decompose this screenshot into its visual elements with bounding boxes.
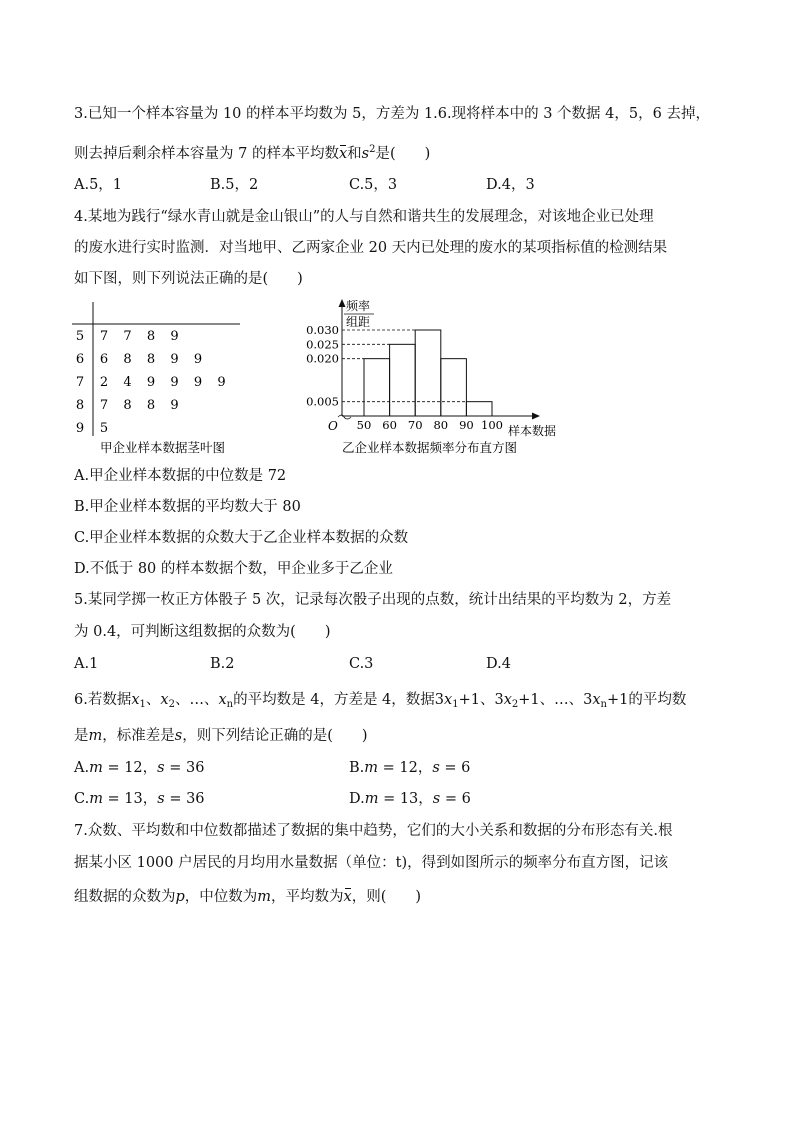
q5-option-d: D.4 <box>486 656 511 672</box>
leaf-6-5: 9 <box>193 352 203 367</box>
q6-line1 <box>74 690 686 715</box>
q6-option-b-m: m <box>364 760 379 776</box>
leaf-7-5: 9 <box>193 375 203 390</box>
coef-1: 3 <box>434 692 445 708</box>
q7-text-c: ，平均数为 <box>271 889 344 905</box>
q6-sep-3: 、 <box>203 692 219 708</box>
q6-option-b-s: s <box>432 760 440 776</box>
q7-line1: 7.众数、平均数和中位数都描述了数据的集中趋势，它们的大小关系和数据的分布形态有关.根 <box>74 823 673 839</box>
t2-sub: 2 <box>511 699 519 710</box>
leaf-8-3: 8 <box>146 398 156 413</box>
histogram-xlabel: 样本数据 <box>508 424 557 438</box>
q3-option-d: D.4，3 <box>486 177 535 193</box>
sample-mean-symbol: x <box>338 146 348 162</box>
leaf-5-1: 7 <box>99 329 109 344</box>
coef-2: 3 <box>494 692 504 708</box>
q6-option-d-sval: = 6 <box>440 791 471 807</box>
t1-var: x <box>444 692 453 708</box>
q6-mid: 的平均数是 4，方差是 4，数据 <box>233 692 435 708</box>
q6-option-a <box>74 758 204 778</box>
variance-exponent: 2 <box>369 144 376 155</box>
stem-9: 9 <box>75 421 85 436</box>
q6-sep-1: 、 <box>145 692 161 708</box>
q6-sep-5: 、 <box>539 692 555 708</box>
stem-6: 6 <box>75 352 85 367</box>
leaf-7-2: 4 <box>123 375 132 390</box>
q6-ellipsis-2: … <box>554 692 569 708</box>
leaf-5-3: 8 <box>146 329 156 344</box>
leaf-7-6: 9 <box>217 375 226 390</box>
y-tick-0.025: 0.025 <box>306 337 339 352</box>
histogram-bar-70-80 <box>415 330 441 416</box>
q6-prefix: 6.若数据 <box>74 692 132 708</box>
x-tick-60: 60 <box>382 418 397 432</box>
q6-ellipsis-1: … <box>189 692 204 708</box>
histogram-caption: 乙企业样本数据频率分布直方图 <box>342 440 518 455</box>
q6-tail: 的平均数 <box>628 692 687 708</box>
leaf-8-4: 9 <box>170 398 179 413</box>
x2-sub: 2 <box>168 699 175 710</box>
q3-line2 <box>74 140 430 164</box>
leaf-7-4: 9 <box>170 375 179 390</box>
stem-7: 7 <box>75 375 85 390</box>
stem-leaf-plot <box>68 298 248 463</box>
variance-symbol: s <box>361 146 370 162</box>
leaf-5-2: 7 <box>123 329 132 344</box>
tn-plus: +1 <box>607 692 629 708</box>
leaf-9-1: 5 <box>99 421 109 436</box>
q6-option-d-mval: = 13， <box>378 791 433 807</box>
q6-option-a-mval: = 12， <box>102 760 158 776</box>
median-var: m <box>257 889 272 905</box>
q6-option-b-letter: B. <box>349 760 365 776</box>
xn-var: x <box>218 692 227 708</box>
q6-option-c-letter: C. <box>74 791 90 807</box>
t1-plus: +1 <box>458 692 480 708</box>
q3-text-b: 和 <box>347 146 362 162</box>
q6-option-d <box>349 789 471 809</box>
tn-var: x <box>592 692 601 708</box>
leaf-6-4: 9 <box>170 352 179 367</box>
stem-8: 8 <box>75 398 85 413</box>
x1-sub: 1 <box>139 699 146 710</box>
stem-leaf-caption: 甲企业样本数据茎叶图 <box>100 440 226 455</box>
y-tick-0.020: 0.020 <box>306 351 339 366</box>
q4-option-c: C.甲企业样本数据的众数大于乙企业样本数据的众数 <box>74 530 409 546</box>
q6-option-a-sval: = 36 <box>164 760 205 776</box>
t2-plus: +1 <box>518 692 540 708</box>
tn-sub: n <box>600 699 607 710</box>
leaf-5-4: 9 <box>170 329 179 344</box>
q6-line2 <box>74 726 368 746</box>
q7-text-b: ，中位数为 <box>184 889 258 905</box>
m-var: m <box>88 728 103 744</box>
histogram-ylabel-top: 频率 <box>346 299 371 313</box>
q4-line2: 的废水进行实时监测．对当地甲、乙两家企业 20 天内已处理的废水的某项指标值的检测结果 <box>74 240 668 256</box>
q6-option-d-letter: D. <box>349 791 365 807</box>
x-axis-arrow <box>532 413 540 420</box>
q6-option-c <box>74 789 205 809</box>
q6-option-d-m: m <box>364 791 379 807</box>
q7-text-a: 组数据的众数为 <box>74 889 176 905</box>
q6-text-a: 是 <box>74 728 89 744</box>
mode-var: p <box>175 889 185 905</box>
histogram-ylabel-bottom: 组距 <box>346 315 371 329</box>
q3-text-c: 是( ) <box>375 146 431 162</box>
q4-option-b: B.甲企业样本数据的平均数大于 80 <box>74 499 301 515</box>
q3-option-b: B.5，2 <box>210 177 259 193</box>
q6-option-a-s: s <box>157 760 165 776</box>
x-tick-100: 100 <box>481 418 503 432</box>
q6-option-d-s: s <box>432 791 441 807</box>
leaf-7-1: 2 <box>99 375 109 390</box>
histogram-chart <box>298 296 570 458</box>
q4-option-a: A.甲企业样本数据的中位数是 72 <box>74 468 287 484</box>
leaf-7-3: 9 <box>146 375 156 390</box>
y-tick-0.005: 0.005 <box>306 394 339 409</box>
histogram-bar-90-100 <box>466 402 492 416</box>
q6-option-a-letter: A. <box>74 760 90 776</box>
q6-sep-4: 、 <box>479 692 495 708</box>
q5-option-b: B.2 <box>210 656 235 672</box>
q7-line2: 据某小区 1000 户居民的月均用水量数据（单位：t)，得到如图所示的频率分布直方图，记该 <box>74 855 669 871</box>
q3-text-a: 则去掉后剩余样本容量为 7 的样本平均数 <box>74 146 339 162</box>
x-tick-70: 70 <box>407 418 423 432</box>
q6-sep-6: 、 <box>568 692 584 708</box>
q4-option-d: D.不低于 80 的样本数据个数，甲企业多于乙企业 <box>74 561 393 577</box>
y-tick-0.030: 0.030 <box>306 323 339 337</box>
q6-text-c: ，则下列结论正确的是( ) <box>182 728 368 744</box>
leaf-8-1: 7 <box>99 398 109 413</box>
q6-option-c-m: m <box>89 791 103 807</box>
histogram-bar-60-70 <box>390 344 416 416</box>
t2-var: x <box>503 692 512 708</box>
leaf-8-2: 8 <box>123 398 132 413</box>
x-tick-90: 90 <box>459 418 474 432</box>
coef-n: 3 <box>583 692 593 708</box>
leaf-6-1: 6 <box>99 352 109 367</box>
x-tick-50: 50 <box>356 418 372 432</box>
q5-option-a: A.1 <box>74 656 99 672</box>
q3-option-a: A.5，1 <box>74 177 123 193</box>
t1-sub: 1 <box>452 699 459 710</box>
q6-option-c-mval: = 13， <box>102 791 158 807</box>
q7-line3 <box>74 887 421 907</box>
q7-text-d: ，则( ) <box>351 889 422 905</box>
q5-line2: 为 0.4，可判断这组数据的众数为( ) <box>74 624 331 640</box>
histogram-bar-50-60 <box>364 359 390 416</box>
q3-line1: 3.已知一个样本容量为 10 的样本平均数为 5，方差为 1.6.现将样本中的 3 个数据 4，5，6 去掉， <box>74 106 710 122</box>
q3-option-c: C.5，3 <box>349 177 398 193</box>
mean-var: x <box>343 889 352 905</box>
q6-option-b-sval: = 6 <box>439 760 471 776</box>
y-axis-arrow <box>339 299 346 307</box>
stem-5: 5 <box>75 329 85 344</box>
x-tick-80: 80 <box>433 418 449 432</box>
q6-sep-2: 、 <box>174 692 190 708</box>
q6-option-a-m: m <box>89 760 103 776</box>
q6-option-c-s: s <box>157 791 165 807</box>
xn-sub: n <box>226 699 234 710</box>
q6-option-b <box>349 758 470 778</box>
q6-option-b-mval: = 12， <box>378 760 433 776</box>
q4-line1: 4.某地为践行“绿水青山就是金山银山”的人与自然和谐共生的发展理念，对该地企业已处理 <box>74 209 654 225</box>
q5-option-c: C.3 <box>349 656 374 672</box>
leaf-6-3: 8 <box>146 352 156 367</box>
histogram-bar-80-90 <box>441 359 467 416</box>
origin-label: O <box>328 419 338 433</box>
s-var: s <box>174 728 183 744</box>
x1-var: x <box>131 692 140 708</box>
q5-line1: 5.某同学掷一枚正方体骰子 5 次，记录每次骰子出现的点数，统计出结果的平均数为 2，方差 <box>74 592 672 608</box>
q6-text-b: ，标准差是 <box>102 728 175 744</box>
q6-option-c-sval: = 36 <box>164 791 205 807</box>
q4-line3: 如下图，则下列说法正确的是( ) <box>74 271 303 287</box>
x2-var: x <box>160 692 169 708</box>
leaf-6-2: 8 <box>123 352 132 367</box>
